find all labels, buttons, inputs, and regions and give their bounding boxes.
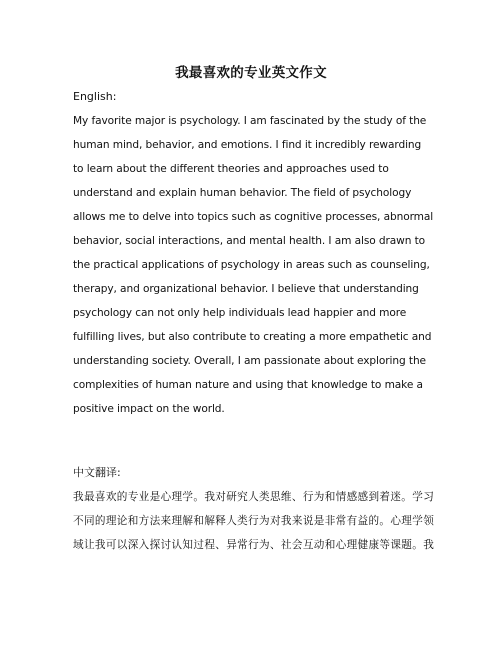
english-label: English: [73,90,117,103]
english-line: positive impact on the world. [73,403,225,415]
english-line: understand and explain human behavior. The field of psychology [73,187,412,199]
chinese-line: 不同的理论和方法来理解和解释人类行为对我来说是非常有益的。心理学领 [73,515,435,527]
english-line: allows me to delve into topics such as cognitive processes, abnormal [73,211,434,223]
english-line: complexities of human nature and using that knowledge to make a [73,379,423,391]
english-line: understanding society. Overall, I am passionate about exploring the [73,355,426,367]
english-line: My favorite major is psychology. I am fascinated by the study of the [73,115,427,127]
english-line: behavior, social interactions, and mental health. I am also drawn to [73,235,426,247]
english-line: fulfilling lives, but also contribute to creating a more empathetic and [73,331,432,343]
english-line: to learn about the different theories and approaches used to [73,163,389,175]
english-line: therapy, and organizational behavior. I believe that understanding [73,283,419,295]
chinese-label: 中文翻译: [73,466,121,479]
english-line: psychology can not only help individuals lead happier and more [73,307,407,319]
english-line: human mind, behavior, and emotions. I find it incredibly rewarding [73,139,422,151]
chinese-line: 域让我可以深入探讨认知过程、异常行为、社会互动和心理健康等课题。我 [73,539,435,551]
chinese-line: 我最喜欢的专业是心理学。我对研究人类思维、行为和情感感到着迷。学习 [73,491,435,503]
document-title: 我最喜欢的专业英文作文 [175,65,327,81]
english-line: the practical applications of psychology in areas such as counseling, [73,259,430,271]
